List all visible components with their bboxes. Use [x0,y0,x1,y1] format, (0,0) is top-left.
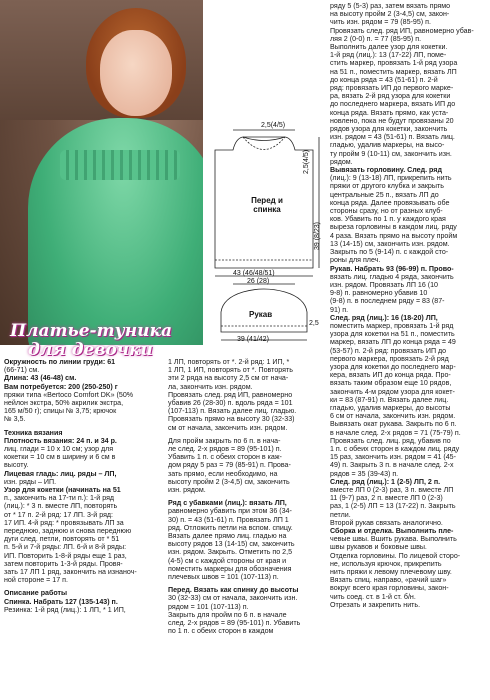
text-line: чить изн. рядом = 79 (85-95) п. [330,18,431,27]
text-line: Узор для кокетки (начинать на 51 [4,486,121,495]
text-column-right [330,2,488,609]
text-line: 1 ЛП, повторять от *. 2-й ряд: 1 ИП, * [168,358,290,366]
dim-top-width: 2,5(4/5) [261,122,286,129]
text-line: ИП. Повторить 1-8-й ряды еще 1 раз, [4,551,127,560]
text-line: эти 2 ряда на высоту 2,5 см от нача- [168,374,289,383]
text-line: Лицевая гладь: лиц. ряды – ЛП, [4,469,117,478]
text-line: 30) п. = 43 (51-61) п. Провязать ЛП 1 [168,515,289,524]
text-line: чевые швы. Вшить рукава. Выполнить [330,535,457,544]
dim-bottom-width: 43 (46/48/51) [233,270,275,277]
text-line: рядов узора для кокетки, закончить [330,125,448,134]
text-line: поместить маркеры для обозначения [168,564,292,573]
text-line: Убавить 1 п. с обеих сторон в каж- [168,453,282,462]
text-line: 1 ЛП, 1 ИП, повторять от *. Повторять [168,366,293,375]
text-line: Вам потребуется: 200 (250-250) г [4,382,118,391]
text-line: Вывязать горловину. След. ряд [330,166,442,175]
text-line: Провязать след. ряд ИП, равномерно [168,390,293,399]
text-column-middle [168,358,323,636]
photo-title-line-2: для девочки [28,340,153,360]
dim-sleeve-height: 2,5 [309,320,319,327]
text-line: высоту. [4,461,29,470]
text-line: раз, 1 (2-5) ЛП = 13 (17-22) п. Закрыть [330,502,456,511]
text-line: ков. Убавить по 1 п. у каждого края [330,215,446,224]
text-line: пряжи от другого клубка и закрыть [330,182,444,191]
text-line: вместе ЛП 0 (2-3) раз, 3 п. вместе ЛП [330,485,454,494]
text-line: дом ряду 5 раз = 79 (85-91) п. Прова- [168,461,291,470]
text-line: нить пряжи к левому плечевому шву. [330,568,452,577]
text-line: от * 17 п. 2-й ряд: 17 ЛП. 3-й ряд: [4,510,114,519]
text-line: Закрыть по 5 (9-14) п. с каждой сто- [330,248,449,257]
text-line: вязать таким образом еще 10 рядов, [330,379,452,388]
text-line: след. 2-х рядов = 89 (95-101) п. Убавить [168,619,301,628]
text-line: Второй рукав связать аналогично. [330,518,443,527]
text-line: кера, вязать ИП до конца ряда. Про- [330,371,451,380]
text-line: 1-й ряд (лиц.): 13 (17-22) ЛП, поме- [330,51,447,60]
text-line: 15 раз, закончить изн. рядом = 41 (45- [330,453,456,462]
text-line: рядом = 101 (107-113) п. [168,602,249,611]
text-line: (лиц.): 9 (13-18) ЛП, прикрепить нить [330,174,452,183]
text-line: ле след. 2-х рядов = 89 (95-101) п. [168,445,282,454]
text-line: (лиц.): * 3 п. вместе ЛП, повторять [4,502,118,511]
text-line: нейлон экстра, 50% акрилик экстра, [4,399,124,408]
text-line: высоту рядов 13 (14-15) см, закончить [168,540,295,549]
text-line: первого маркера, провязать 2-й ряд [330,354,449,363]
text-line: не, используя крючок, прикрепить [330,559,442,568]
text-line: до последнего маркера, вязать ИП до [330,100,456,109]
front-back-label: Перед и спинка [251,196,283,214]
dim-sleeve-cap-width: 26 (28) [247,278,270,285]
text-line: высоту пройм 2 (3-4,5) см, закончить [168,477,290,486]
text-line: изн. ряды – ИП. [4,477,57,486]
text-line: ряд: провязать ИП до первого марке- [330,84,454,93]
text-line: Ряд с убавками (лиц.): вязать ЛП, [168,499,287,508]
text-line: ляя 2 (0-0) п. = 77 (85-95) п. [330,34,422,43]
neckline-back [243,137,285,141]
text-line: ряду 5 (5-3) раз, затем вязать прямо [330,2,451,10]
text-line: 17 ИП. 4-й ряд: * провязывать ЛП за [4,518,124,527]
text-line: изн. рядом. Закрыть. Отметить по 2,5 [168,548,293,557]
text-line: Техника вязания [4,428,63,437]
photo-face [100,30,172,116]
text-line: п. 5-й и 7-й ряды: ЛП. 6-й и 8-й ряды: [4,543,127,552]
text-line: (107-113) п. Вязать далее лиц. гладью. [168,407,297,416]
text-line: узора для кокетки на 51 п., поместить [330,330,455,339]
text-line: вокруг всего края горловины, закон- [330,584,449,593]
text-line: конца ряда. Далее провязывать обе [330,198,450,207]
text-line: Перед. Вязать как спинку до высоты [168,586,299,595]
text-line: на 51 п., поместить маркер, вязать ЛП [330,67,457,76]
text-line: зать 17 ЛП 1 ряд, закончить на изнаноч- [4,568,137,577]
sleeve-label: Рукав [249,310,273,319]
text-line: см от начала, закончить изн. рядом. [168,423,288,432]
text-line: ту пройм 9 (10-11) см, закончить изн. [330,149,452,158]
text-line: Длина: 43 (46-48) см. [4,374,77,383]
text-line: плечевых швов = 101 (107-113) п. [168,573,279,582]
text-line: убавив 26 (28-30) п. вдоль ряда = 101 [168,399,293,408]
dim-sleeve-bottom-width: 39 (41/42) [237,336,269,343]
dim-armhole-height: 2,5(4/5) [303,149,310,174]
text-line: дуги след. петли, повторять от * 51 [4,535,120,544]
text-line: ной стороне = 17 п. [4,576,68,585]
text-line: кокетки = 10 см в ширину и 6 см в [4,453,116,462]
text-line: выреза горловины в каждом лиц. ряду [330,223,457,232]
text-line: закончить 4-м рядом узора для кокет- [330,387,455,396]
text-line: равномерно убавить при этом 36 (34- [168,507,292,516]
text-line: Отрезать и закрепить нить. [330,600,421,609]
text-line: (4-5) см с каждой стороны от края и [168,556,287,565]
text-line: Для пройм закрыть по 6 п. в нача- [168,436,281,445]
text-line: (66-71) см. [4,366,40,375]
text-column-left [4,358,164,614]
text-line: гладью, удалив маркеры, до высоты [330,403,451,412]
text-line: Выполнить далее узор для кокетки. [330,43,448,52]
text-line: переднюю, заднюю и снова переднюю [4,527,132,536]
text-line: Вязать далее прямо лиц. гладью на [168,532,287,541]
text-line: № 3,5. [4,415,26,424]
text-line: роны для плеч. [330,256,381,265]
text-line: изн. рядом. Провязать ЛП 16 (10 [330,280,438,289]
text-line: п., закончить на 17-ти п.): 1-й ряд [4,494,115,503]
text-line: Плотность вязания: 24 п. и 34 р. [4,436,117,445]
text-line: петли. [330,510,351,519]
text-line: в начале след. 2-х рядов = 71 (75-79) п. [330,428,461,437]
text-line: След. ряд (лиц.): 1 (2-5) ЛП, 2 п. [330,477,441,486]
text-line: Вязать спиц. направо, «рачий шаг» [330,576,447,585]
text-line: Провязать прямо на высоту 30 (32-33) [168,415,295,424]
text-line: лиц. глади = 10 х 10 см; узор для [4,445,114,454]
text-line: новлено, пока не будут провязаны 20 [330,116,454,125]
text-line: Вывязать окат рукава. Закрыть по 6 п. [330,420,457,429]
text-line: Описание работы [4,589,68,598]
text-line: Провязать след. ряд ИП, равномерно убав- [330,26,474,35]
text-line: Окружность по линии груди: 61 [4,358,116,366]
text-line: Спинка. Набрать 127 (135-143) п. [4,597,118,606]
text-line: стить маркер, провязать 1-й ряд узора [330,59,458,68]
photo-title-line-1: Платье-туника [10,321,173,341]
text-line: Провязать след. лиц. ряд, убавив по [330,436,451,445]
text-line: узора для кокетки до последнего мар- [330,362,456,371]
text-line: изн. рядом = 43 (51-61) п. Вязать лиц. [330,133,455,142]
text-line: Сборка и отделка. Выполнить пле- [330,527,454,535]
text-line: 6 см от начала, закончить изн. рядом. [330,412,456,421]
text-line: 4 раза. Вязать прямо на высоту пройм [330,231,458,240]
text-line: ряд. Отложить петли на вспом. спицу. [168,523,293,532]
text-line: пряжи типа «Bertoco Comfort DK» (50% [4,390,134,399]
text-line: 91) п. [330,305,349,314]
text-line: 30 (32-33) см от начала, закончить изн. [168,594,298,603]
text-line: Отделка горловины. По лицевой сторо- [330,551,461,560]
text-line: 13 (14-15) см, закончить изн. рядом. [330,239,450,248]
text-line: (9-8) п. в последнем ряду = 83 (87- [330,297,445,306]
text-line: по 1 п. с обеих сторон в каждом [168,627,274,636]
text-line: 49) п. Закрыть 3 п. в начале след. 2-х [330,461,454,470]
text-line: 1 п. с обеих сторон в каждом лиц. ряду [330,444,460,453]
dim-side-height: 39 (8/23) [314,221,321,250]
photo-girl-in-tunic [0,0,203,345]
text-line: 11 (9-7) раз, 2 п. вместе ЛП 0 (2-3) [330,494,443,503]
text-line: ла, закончить изн. рядом. [168,382,253,391]
text-line: Закрыть для пройм по 6 п. в начале [168,610,287,619]
photo-dress-yoke [60,150,180,180]
text-line: поместить маркер, провязать 1-й ряд [330,321,454,330]
photo-title [10,322,205,360]
text-line: стороны сразу, но от разных клуб- [330,207,443,216]
text-line: на высоту пройм 2 (3-4,5) см, закон- [330,10,450,19]
text-line: вязать лиц. гладью 4 ряда, закончить [330,272,454,281]
text-line: Рукав. Набрать 93 (96-99) п. Прово- [330,264,454,273]
text-line: швы рукавов и боковые швы. [330,543,427,552]
text-line: маркер, вязать ЛП до конца ряда = 49 [330,338,456,347]
text-line: 165 м/50 г); спицы № 3,75; крючок [4,407,117,416]
text-line: рядов = 35 (39-43) п. [330,469,399,478]
pattern-diagram [203,110,328,345]
text-line: до конца ряда = 43 (51-61) п. 2-й [330,75,438,84]
text-line: изн. рядом. [168,486,206,495]
text-line: След. ряд (лиц.): 16 (18-20) ЛП, [330,313,438,322]
text-line: конца ряда. Вязать прямо, как уста- [330,108,449,117]
text-line: ки = 83 (87-91) п. Вязать далее лиц. [330,395,449,404]
text-line: (53-57) п. 2-й ряд: провязать ИП до [330,346,447,355]
text-line: затем повторить 1-3-й ряды. Провя- [4,559,123,568]
text-line: ра, вязать 2-й ряд узора для кокетки [330,92,451,101]
text-line: Резинка: 1-й ряд (лиц.): 1 ЛП, * 1 ИП, [4,605,126,614]
text-line: гладью, удалив маркеры, на высо- [330,141,445,150]
text-line: 9-8) п. равномерно убавив 10 [330,289,428,298]
text-line: чить соед. ст. в 1-й ст. б/н. [330,592,416,601]
text-line: рядом. [330,157,353,166]
text-line: центральные 25 п., вязать ЛП до [330,190,439,199]
text-line: зать прямо, если необходимо, на [168,469,278,478]
